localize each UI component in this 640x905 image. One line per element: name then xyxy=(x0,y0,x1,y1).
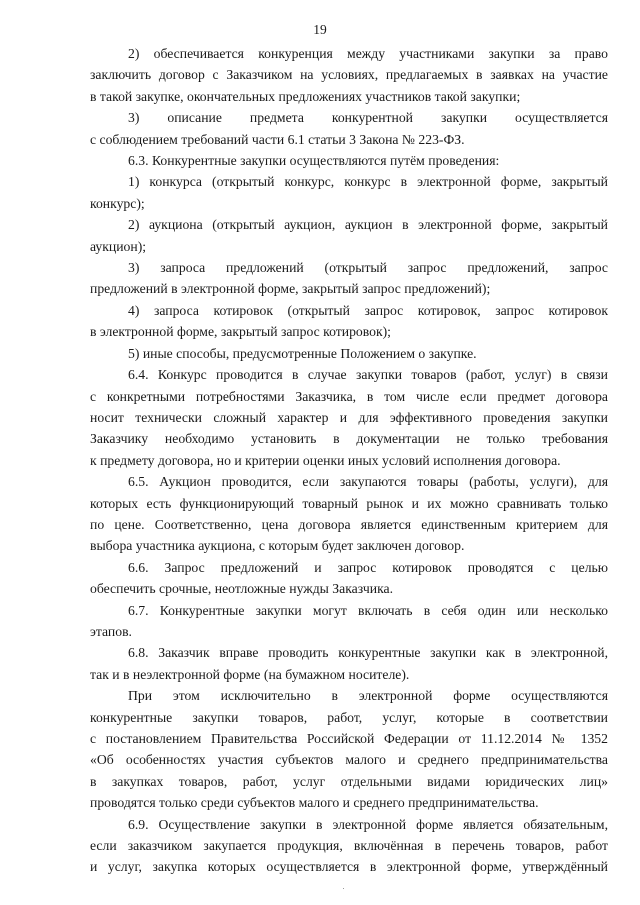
text-line: если заказчиком закупается продукция, включённая в перечень товаров, работ xyxy=(90,838,608,854)
text-line: аукцион); xyxy=(90,238,147,254)
paragraph xyxy=(90,343,608,364)
text-line: 6.9. Осуществление закупки в электронной форме является обязательным, xyxy=(128,816,608,832)
text-line: предложений в электронной форме, закрытый запрос предложений); xyxy=(90,281,491,297)
text-line: с конкретными потребностями Заказчика, в том числе если предмет договора xyxy=(90,388,608,404)
document-body xyxy=(90,43,608,878)
text-line: в закупках товаров, работ, услуг отдельными видами юридических лиц» xyxy=(90,773,608,789)
text-line: 2) аукциона (открытый аукцион, аукцион в электронной форме, закрытый xyxy=(128,217,608,233)
text-line: с постановлением Правительства Российской Федерации от 11.12.2014 № 1352 xyxy=(90,731,608,746)
text-line: проводятся только среди субъектов малого и среднего предпринимательства. xyxy=(90,795,539,811)
paragraph xyxy=(90,557,608,600)
paragraph xyxy=(90,43,608,107)
paragraph xyxy=(90,600,608,643)
text-line: Заказчику необходимо установить в документации не только требования xyxy=(90,431,608,447)
text-line: 6.4. Конкурс проводится в случае закупки товаров (работ, услуг) в связи xyxy=(128,367,608,383)
text-line: так и в неэлектронной форме (на бумажном носителе). xyxy=(90,666,410,682)
paragraph xyxy=(90,364,608,471)
text-line: по цене. Соответственно, цена договора является единственным критерием для xyxy=(90,516,608,532)
text-line: 3) описание предмета конкурентной закупки осуществляется xyxy=(128,110,608,126)
text-line: конкурентные закупки товаров, работ, услуг, которые в соответствии xyxy=(90,709,608,725)
text-line: и услуг, закупка которых осуществляется в электронной форме, утверждённый xyxy=(90,859,608,875)
text-line: конкурс); xyxy=(90,195,145,211)
text-line: 6.3. Конкурентные закупки осуществляются путём проведения: xyxy=(128,153,500,169)
paragraph xyxy=(90,257,608,300)
text-line: 2) обеспечивается конкуренция между участниками закупки за право xyxy=(128,46,608,61)
text-line: 6.6. Запрос предложений и запрос котировок проводятся с целью xyxy=(128,559,608,575)
text-line: 6.7. Конкурентные закупки могут включать в себя один или несколько xyxy=(128,602,608,618)
text-line: в такой закупке, окончательных предложениях участников такой закупки; xyxy=(90,88,521,104)
text-line: 3) запроса предложений (открытый запрос предложений, запрос xyxy=(128,260,608,276)
paragraph xyxy=(90,171,608,214)
text-line: «Об особенностях участия субъектов малого и среднего предпринимательства xyxy=(90,752,608,768)
text-line: 6.8. Заказчик вправе проводить конкурентные закупки как в электронной, xyxy=(128,645,608,661)
text-line: заключить договор с Заказчиком на условиях, предлагаемых в заявках на участие xyxy=(90,67,608,83)
text-line: к предмету договора, но и критерии оценки иных условий исполнения договора. xyxy=(90,452,561,468)
paragraph xyxy=(90,300,608,343)
text-line: 1) конкурса (открытый конкурс, конкурс в электронной форме, закрытый xyxy=(128,174,608,190)
text-line: 5) иные способы, предусмотренные Положением о закупке. xyxy=(128,345,477,361)
paragraph xyxy=(90,642,608,685)
text-line: 6.5. Аукцион проводится, если закупаются товары (работы, услуги), для xyxy=(128,474,608,490)
text-line: обеспечить срочные, неотложные нужды Заказчика. xyxy=(90,581,394,597)
text-line: в электронной форме, закрытый запрос котировок); xyxy=(90,324,391,340)
paragraph xyxy=(90,685,608,813)
scan-speck xyxy=(343,888,344,889)
paragraph xyxy=(90,814,608,878)
paragraph xyxy=(90,214,608,257)
text-line: этапов. xyxy=(90,623,132,639)
text-line: с соблюдением требований части 6.1 статьи 3 Закона № 223-ФЗ. xyxy=(90,131,465,147)
paragraph xyxy=(90,107,608,150)
paragraph xyxy=(90,471,608,557)
page-number: 19 xyxy=(313,22,327,37)
text-line: носит технически сложный характер и для эффективного проведения закупки xyxy=(90,409,608,425)
text-line: 4) запроса котировок (открытый запрос котировок, запрос котировок xyxy=(128,302,608,318)
text-line: выбора участника аукциона, с которым будет заключен договор. xyxy=(90,538,465,554)
text-line: При этом исключительно в электронной форме осуществляются xyxy=(128,688,608,704)
paragraph xyxy=(90,150,608,171)
text-line: которых есть функционирующий товарный рынок и их можно сравнивать только xyxy=(90,495,608,511)
